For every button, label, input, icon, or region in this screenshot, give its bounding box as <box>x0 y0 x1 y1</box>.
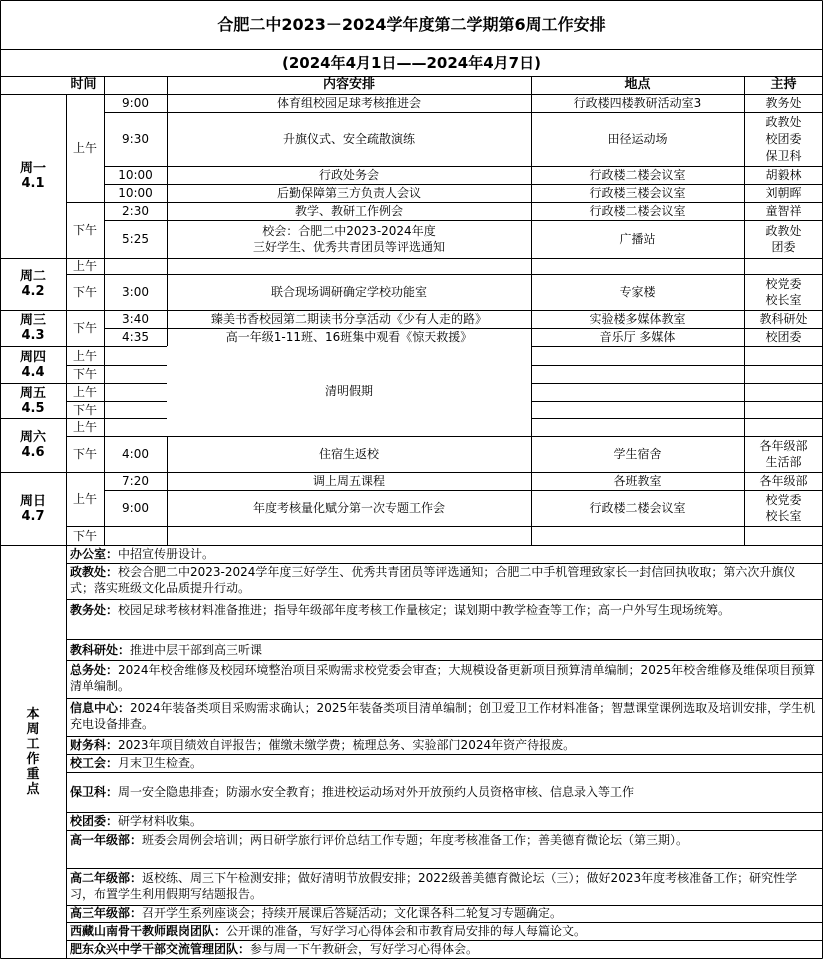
period-pm: 下午 <box>72 402 97 417</box>
row-place: 学生宿舍 <box>613 447 662 461</box>
focus-item: 高一年级部：班委会周例会培训；两日研学旅行评价总结工作专题；年度考核准备工作；善美德育微论坛（第三期）。 <box>70 833 689 847</box>
period-pm: 下午 <box>72 285 97 299</box>
row-host: 童智祥 <box>765 204 802 218</box>
row-place: 专家楼 <box>619 285 656 299</box>
focus-item: 政教处：校会合肥二中2023-2024学年度三好学生、优秀共青团员等评选通知；合肥二中手机管理致家长一封信回执收取；第六次升旗仪式；落实班级文化品质提升行动。 <box>70 565 796 595</box>
row-time: 2:30 <box>122 204 149 218</box>
row-host: 政教处 团委 <box>765 224 802 254</box>
row-time: 7:20 <box>122 474 149 488</box>
row-content: 住宿生返校 <box>318 447 379 461</box>
row-time: 3:40 <box>122 312 149 326</box>
row-host: 各年级部 <box>759 474 808 488</box>
header-time: 时间 <box>70 77 97 92</box>
row-time: 5:25 <box>122 232 149 246</box>
focus-item: 教务处：校园足球考核材料准备推进；指导年级部年度考核工作量核定；谋划期中教学检查等工作；高一户外写生现场统筹。 <box>70 603 731 617</box>
row-content: 高一年级1-11班、16班集中观看《惊天救援》 <box>225 330 473 344</box>
focus-item: 西藏山南骨干教师跟岗团队：公开课的准备，写好学习心得体会和市教育局安排的每人每篇论文。 <box>70 924 587 938</box>
header-host: 主持 <box>770 77 797 92</box>
row-place: 田径运动场 <box>607 132 668 146</box>
row-place: 实验楼多媒体教室 <box>589 312 686 326</box>
row-content: 校会：合肥二中2023-2024年度 三好学生、优秀共青团员等评选通知 <box>252 224 445 254</box>
row-time: 4:35 <box>122 330 149 344</box>
focus-item: 高二年级部：返校练、周三下午检测安排；做好清明节放假安排；2022级善美德育微论坛（三）；做好2023年度考核准备工作；研究性学习，布置学生利用假期写结题报告。 <box>70 871 798 901</box>
day-monday: 周一 4.1 <box>19 161 46 191</box>
period-pm: 下午 <box>72 528 97 543</box>
focus-item: 教科研处：推进中层干部到高三听课 <box>70 643 263 657</box>
holiday-cell: 清明假期 <box>167 346 531 436</box>
focus-item: 办公室：中招宣传册设计。 <box>70 547 215 561</box>
row-content: 体育组校园足球考核推进会 <box>276 96 421 110</box>
day-tuesday: 周二 4.2 <box>19 269 46 299</box>
focus-item: 信息中心：2024年装备类项目采购需求确认；2025年装备类项目清单编制；创卫爱卫工作材料准备；智慧课堂课例选取及培训安排，学生机充电设备排查。 <box>70 701 816 731</box>
focus-label: 本 周 工 作 重 点 <box>26 707 40 797</box>
focus-item: 财务科：2023年项目绩效自评报告；催缴未缴学费；梳理总务、实验部门2024年资产待报废。 <box>70 738 576 752</box>
focus-item: 总务处：2024年校舍维修及校园环境整治项目采购需求校党委会审查；大规模设备更新项目预算清单编制；2025年校舍维修及维保项目预算清单编制。 <box>70 663 816 693</box>
day-sunday: 周日 4.7 <box>19 493 46 524</box>
row-content: 臻美书香校园第二期读书分享活动《少有人走的路》 <box>210 312 487 326</box>
row-host: 政教处 校团委 保卫科 <box>765 114 802 163</box>
focus-item: 校团委：研学材料收集。 <box>70 814 203 828</box>
row-time: 3:00 <box>122 285 149 299</box>
row-host: 校党委 校长室 <box>765 493 802 523</box>
date-range: (2024年4月1日——2024年4月7日) <box>282 54 541 72</box>
row-host: 校团委 <box>765 330 802 344</box>
row-place: 各班教室 <box>613 474 662 488</box>
focus-item: 高三年级部：召开学生系列座谈会；持续开展课后答疑活动；文化课各科二轮复习专题确定。 <box>70 906 563 920</box>
row-time: 9:00 <box>122 96 149 110</box>
day-thursday: 周四 4.4 <box>19 349 46 380</box>
row-content: 后勤保障第三方负责人会议 <box>276 186 421 200</box>
row-content: 年度考核量化赋分第一次专题工作会 <box>252 501 445 515</box>
day-wednesday: 周三 4.3 <box>19 313 46 343</box>
period-pm: 下午 <box>72 447 97 461</box>
focus-item: 保卫科：周一安全隐患排查；防溺水安全教育；推进校运动场对外开放预约人员资格审核、信息录入等工作 <box>70 785 635 799</box>
row-host: 校党委 校长室 <box>765 277 802 307</box>
header-place: 地点 <box>624 77 651 92</box>
row-host: 刘朝晖 <box>765 186 802 200</box>
period-pm: 下午 <box>72 321 97 335</box>
day-friday: 周五 4.5 <box>19 385 46 416</box>
row-content: 调上周五课程 <box>312 474 385 488</box>
row-host: 教务处 <box>765 96 802 110</box>
row-place: 行政楼二楼会议室 <box>589 204 686 218</box>
row-content: 升旗仪式、安全疏散演练 <box>282 132 415 146</box>
row-content: 教学、教研工作例会 <box>294 204 403 218</box>
period-am: 上午 <box>72 420 97 434</box>
row-time: 9:00 <box>122 501 149 515</box>
period-am: 上午 <box>72 141 97 155</box>
row-host: 各年级部 生活部 <box>759 439 808 469</box>
row-host: 胡毅林 <box>765 168 802 182</box>
focus-item: 校工会：月末卫生检查。 <box>70 756 203 770</box>
page-title: 合肥二中2023－2024学年度第二学期第6周工作安排 <box>217 15 606 34</box>
header-content: 内容安排 <box>322 77 375 92</box>
row-place: 行政楼二楼会议室 <box>589 168 686 182</box>
period-pm: 下午 <box>72 223 97 237</box>
row-content: 联合现场调研确定学校功能室 <box>270 285 427 299</box>
row-place: 行政楼二楼会议室 <box>589 501 686 515</box>
row-place: 广播站 <box>619 232 656 246</box>
period-am: 上午 <box>72 385 97 399</box>
row-time: 4:00 <box>122 447 149 461</box>
row-time: 10:00 <box>118 186 153 200</box>
row-host: 教科研处 <box>759 312 808 326</box>
period-am: 上午 <box>72 259 97 273</box>
period-pm: 下午 <box>72 367 97 381</box>
row-place: 音乐厅 多媒体 <box>599 330 676 344</box>
row-place: 行政楼三楼会议室 <box>589 186 686 200</box>
row-content: 行政处务会 <box>318 168 379 182</box>
focus-item: 肥东众兴中学干部交流管理团队：参与周一下午教研会，写好学习心得体会。 <box>70 942 479 956</box>
row-place: 行政楼四楼教研活动室3 <box>573 96 702 110</box>
day-saturday: 周六 4.6 <box>19 430 46 460</box>
period-am: 上午 <box>72 348 97 363</box>
row-time: 10:00 <box>118 168 153 182</box>
period-am: 上午 <box>72 492 97 506</box>
row-time: 9:30 <box>122 132 149 146</box>
